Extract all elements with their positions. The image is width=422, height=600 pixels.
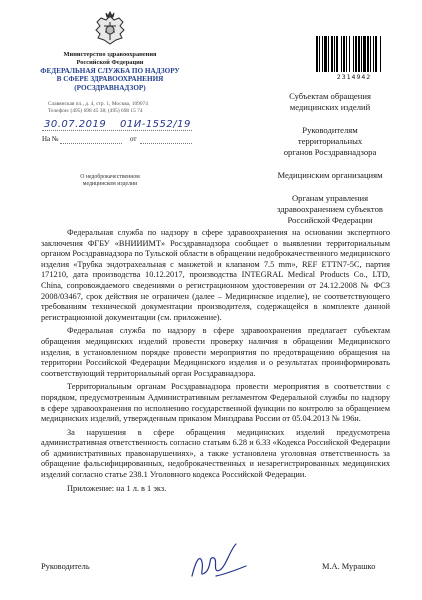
paragraph-4: За нарушения в сфере обращения медицинских изделий предусмотрена административная ответственность согласно статьям 6.28 и 6.33 «Кодекса Российской Федерации об административных правонарушениях», а также установлена уголовная ответственность за обращение фальсифицированных, недоброкачественных и незарегистрированных медицинских изделий согласно статье 238.1 Уголовного кодекса Российской Федерации. xyxy=(41,427,390,480)
date-number-line xyxy=(42,130,192,131)
recipient-1 xyxy=(250,91,410,113)
recipient-4-line1: Органам управления xyxy=(291,193,369,203)
subject-line2: медицинском изделии xyxy=(82,181,138,187)
paragraph-3: Территориальным органам Росздравнадзора провести мероприятия в соответствии с порядком, предусмотренным Административным регламентом Федеральной службы по надзору в сфере здравоохранения по исполнению государственной функции по контролю за обращением медицинских изделий, утвержденным приказом Минздрава России от 05.04.2013 № 196н. xyxy=(41,382,390,424)
recipient-3 xyxy=(250,170,410,181)
na-no-line xyxy=(60,143,122,144)
ot-line xyxy=(140,143,192,144)
recipient-2-line3: органов Росздравнадзора xyxy=(283,147,377,157)
recipient-2 xyxy=(250,125,410,158)
subject-line1: О недоброкачественном xyxy=(80,174,140,180)
address-line1: Славянская пл., д. 4, стр. 1, Москва, 109074 xyxy=(48,101,148,107)
signature-image xyxy=(186,540,250,584)
service-abbreviation: (РОСЗДРАВНАДЗОР) xyxy=(74,83,146,92)
recipient-2-line1: Руководителям xyxy=(302,125,358,135)
barcode-number: 2314942 xyxy=(336,73,372,81)
ministry-name-line2: Российской Федерации xyxy=(76,58,144,66)
paragraph-1: Федеральная служба по надзору в сфере здравоохранения на основании экспертного заключения ФГБУ «ВНИИИМТ» Росздравнадзора сообщает о выявлении территориальным органом Росздравнадзора по Тульской области в обращении недоброкачественного медицинского изделия «Трубка эндотрахеальная с манжетой и клапаном 7.5 mm», REF ETTN7-5C, партия 171210, дата производства 10.12.2017, производства INTEGRAL Medical Products Co., LTD, China, сопровождаемого сведениями о регистрационном удостоверении от 24.12.2008 № ФСЗ 2008/03467, срок действия не ограничен (далее – Медицинское изделие), не соответствующего требованиям технической документации производителя, содержащейся в комплекте данной регистрационной документации (см. приложение). xyxy=(41,228,390,322)
na-no-label: На № xyxy=(42,135,59,143)
recipient-4 xyxy=(250,193,410,226)
signatory-name: М.А. Мурашко xyxy=(322,562,376,571)
signatory-position: Руководитель xyxy=(41,562,90,571)
recipient-3-line1: Медицинским организациям xyxy=(277,170,383,180)
handwritten-number: 01И-1552/19 xyxy=(120,119,191,130)
ministry-name-line1: Министерство здравоохранения xyxy=(63,51,157,58)
service-name-line2: В СФЕРЕ ЗДРАВООХРАНЕНИЯ xyxy=(56,75,164,84)
document-barcode xyxy=(316,36,392,81)
address-line2: Телефон: (495) 698 45 38; (495) 698 15 74 xyxy=(48,107,143,114)
recipient-4-line2: здравоохранением субъектов xyxy=(277,204,383,214)
paragraph-2: Федеральная служба по надзору в сфере здравоохранения предлагает субъектам обращения медицинских изделий провести проверку наличия в обращении Медицинского изделия, в установленном порядке провести мероприятия по предотвращению обращения на территории Российской Федерации Медицинского изделия и о результатах проинформировать соответствующий территориальный орган Росздравнадзора. xyxy=(41,326,390,378)
recipient-1-line1: Субъектам обращения xyxy=(289,91,371,101)
ot-label: от xyxy=(130,135,137,143)
service-name-line1: ФЕДЕРАЛЬНАЯ СЛУЖБА ПО НАДЗОРУ xyxy=(40,67,180,75)
coat-of-arms-emblem xyxy=(92,10,128,48)
letter-body xyxy=(41,228,390,497)
handwritten-date: 30.07.2019 xyxy=(44,119,107,130)
attachment-note: Приложение: на 1 л. в 1 экз. xyxy=(67,483,167,493)
recipient-4-line3: Российской Федерации xyxy=(287,215,373,225)
recipients-block xyxy=(250,91,410,226)
recipient-2-line2: территориальных xyxy=(297,136,363,146)
recipient-1-line2: медицинских изделий xyxy=(289,102,371,112)
